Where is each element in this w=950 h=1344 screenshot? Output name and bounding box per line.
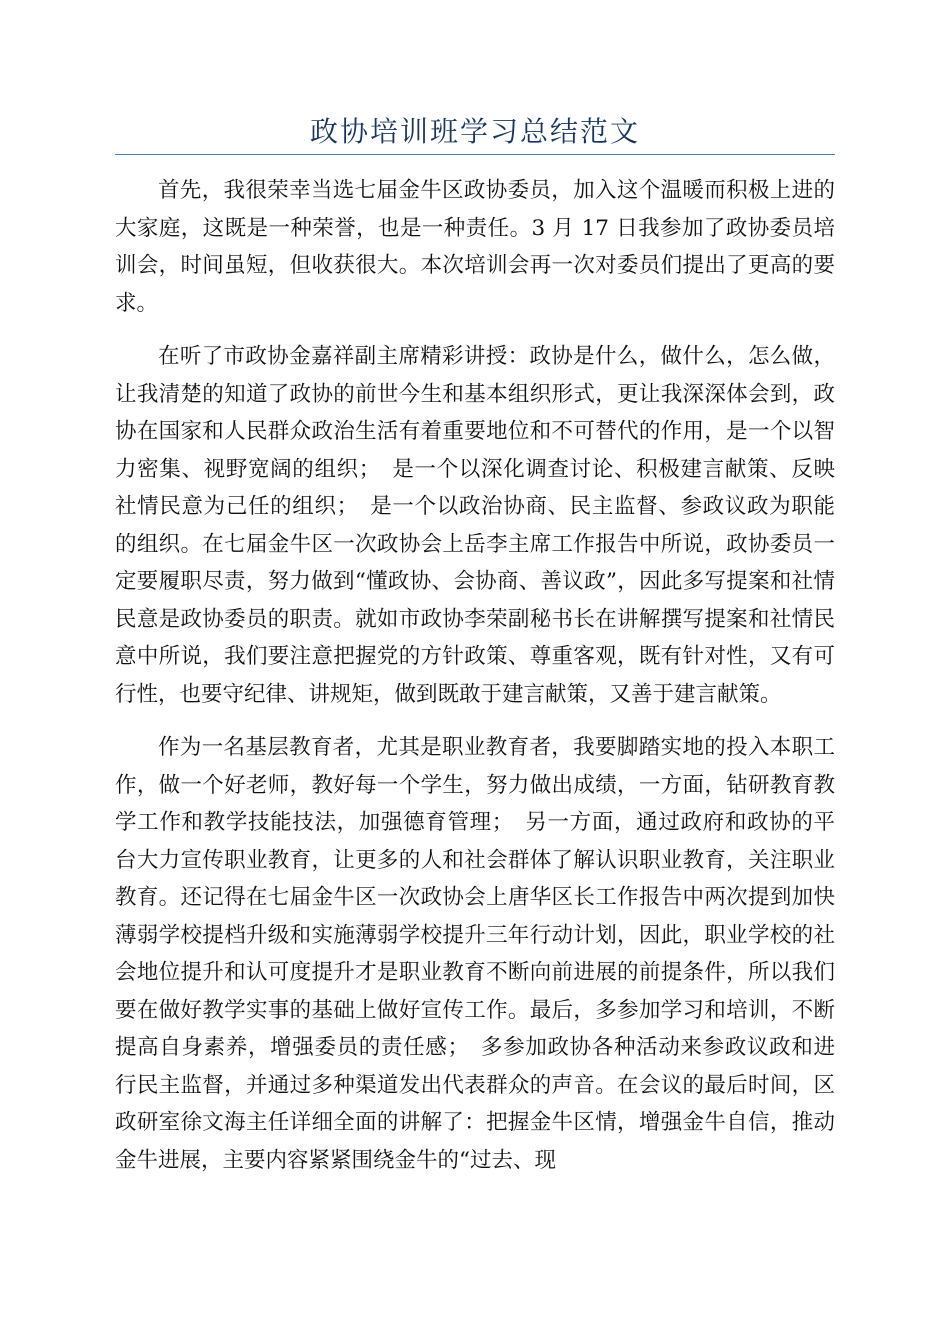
document-body — [115, 172, 835, 1195]
document-title: 政协培训班学习总结范文 — [309, 115, 640, 148]
title-underline — [115, 154, 835, 155]
paragraph-1: 首先，我很荣幸当选七届金牛区政协委员，加入这个温暖而积极上进的大家庭，这既是一种荣誉，也是一种责任。3 月 17 日我参加了政协委员培训会，时间虽短，但收获很大。本次培训会再一次对委员们提出了更高的要求。 — [115, 178, 835, 316]
paragraph-2: 在听了市政协金嘉祥副主席精彩讲授：政协是什么，做什么，怎么做，让我清楚的知道了政协的前世今生和基本组织形式，更让我深深体会到，政协在国家和人民群众政治生活有着重要地位和不可替代的作用，是一个以智力密集、视野宽阔的组织； 是一个以深化调查讨论、积极建言献策、反映社情民意为己任的组织； 是一个以政治协商、民主监督、参政议政为职能的组织。在七届金牛区一次政协会上岳李主席工作报告中所说，政协委员一定要履职尽责，努力做到“懂政协、会协商、善议政”，因此多写提案和社情民意是政协委员的职责。就如市政协李荣副秘书长在讲解撰写提案和社情民意中所说，我们要注意把握党的方针政策、尊重客观，既有针对性，又有可行性，也要守纪律、讲规矩，做到既敢于建言献策，又善于建言献策。 — [115, 344, 835, 707]
paragraph-3: 作为一名基层教育者，尤其是职业教育者，我要脚踏实地的投入本职工作，做一个好老师，教好每一个学生，努力做出成绩，一方面，钻研教育教学工作和教学技能技法，加强德育管理； 另一方面，通过政府和政协的平台大力宣传职业教育，让更多的人和社会群体了解认识职业教育，关注职业教育。还记得在七届金牛区一次政协会上唐华区长工作报告中两次提到加快薄弱学校提档升级和实施薄弱学校提升三年行动计划，因此，职业学校的社会地位提升和认可度提升才是职业教育不断向前进展的前提条件，所以我们要在做好教学实事的基础上做好宣传工作。最后，多参加学习和培训，不断提高自身素养，增强委员的责任感； 多参加政协各种活动来参政议政和进行民主监督，并通过多种渠道发出代表群众的声音。在会议的最后时间，区政研室徐文海主任详细全面的讲解了：把握金牛区情，增强金牛自信，推动金牛进展，主要内容紧紧围绕金牛的“过去、现 — [115, 735, 835, 1173]
